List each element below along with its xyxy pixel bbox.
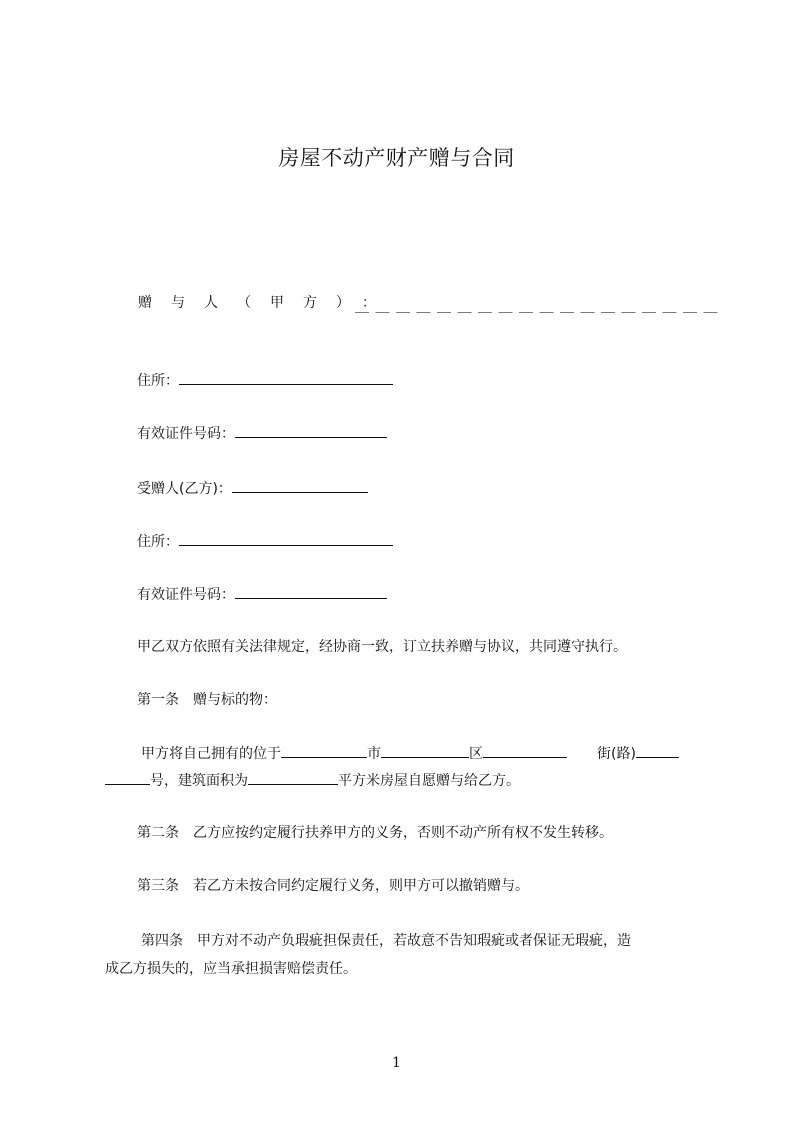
donor-address-blank — [179, 370, 393, 385]
article-1-text-a: 甲方将自己拥有的位于 — [141, 746, 281, 762]
donor-address-line — [137, 370, 393, 391]
district-blank — [381, 743, 469, 758]
donor-address-label: 住所： — [137, 373, 179, 389]
document-title: 房屋不动产财产赠与合同 — [278, 146, 515, 170]
recipient-address-line — [137, 531, 393, 552]
recipient-label: 受赠人(乙方)： — [137, 481, 232, 497]
donor-blank: ＿＿＿＿＿＿＿＿＿＿＿＿＿＿＿＿＿＿ — [355, 299, 724, 315]
city-label: 市 — [367, 746, 381, 762]
article-4-line-1: 第四条 甲方对不动产负瑕疵担保责任，若故意不告知瑕疵或者保证无瑕疵，造 — [141, 933, 631, 949]
article-3: 第三条 若乙方未按合同约定履行义务，则甲方可以撤销赠与。 — [137, 878, 529, 894]
street-name-blank — [636, 743, 679, 758]
street-blank — [483, 743, 567, 758]
donor-id-line — [137, 423, 387, 444]
recipient-address-label: 住所： — [137, 534, 179, 550]
article-1-line-1 — [141, 743, 679, 764]
article-1-line-2 — [105, 770, 520, 791]
recipient-address-blank — [179, 531, 393, 546]
donor-id-label: 有效证件号码： — [137, 426, 235, 442]
donor-label-text: 赠与人（甲方）： — [138, 295, 395, 311]
intro-paragraph: 甲乙双方依照有关法律规定，经协商一致，订立扶养赠与协议，共同遵守执行。 — [137, 639, 627, 655]
donor-id-blank — [235, 423, 387, 438]
recipient-id-blank — [235, 584, 387, 599]
recipient-blank — [232, 478, 368, 493]
house-number-blank — [105, 770, 150, 785]
district-label: 区 — [469, 746, 483, 762]
article-1-text-b: 平方米房屋自愿赠与给乙方。 — [338, 773, 520, 789]
recipient-line — [137, 478, 368, 499]
area-blank — [248, 770, 338, 785]
page-number: 1 — [392, 1055, 401, 1071]
street-label: 街(路) — [597, 746, 636, 762]
recipient-id-line — [137, 584, 387, 605]
city-blank — [281, 743, 367, 758]
article-1-title: 第一条 赠与标的物： — [137, 692, 277, 708]
article-4-line-2: 成乙方损失的，应当承担损害赔偿责任。 — [105, 961, 357, 977]
recipient-id-label: 有效证件号码： — [137, 587, 235, 603]
article-2: 第二条 乙方应按约定履行扶养甲方的义务，否则不动产所有权不发生转移。 — [137, 825, 613, 841]
number-label: 号，建筑面积为 — [150, 773, 248, 789]
